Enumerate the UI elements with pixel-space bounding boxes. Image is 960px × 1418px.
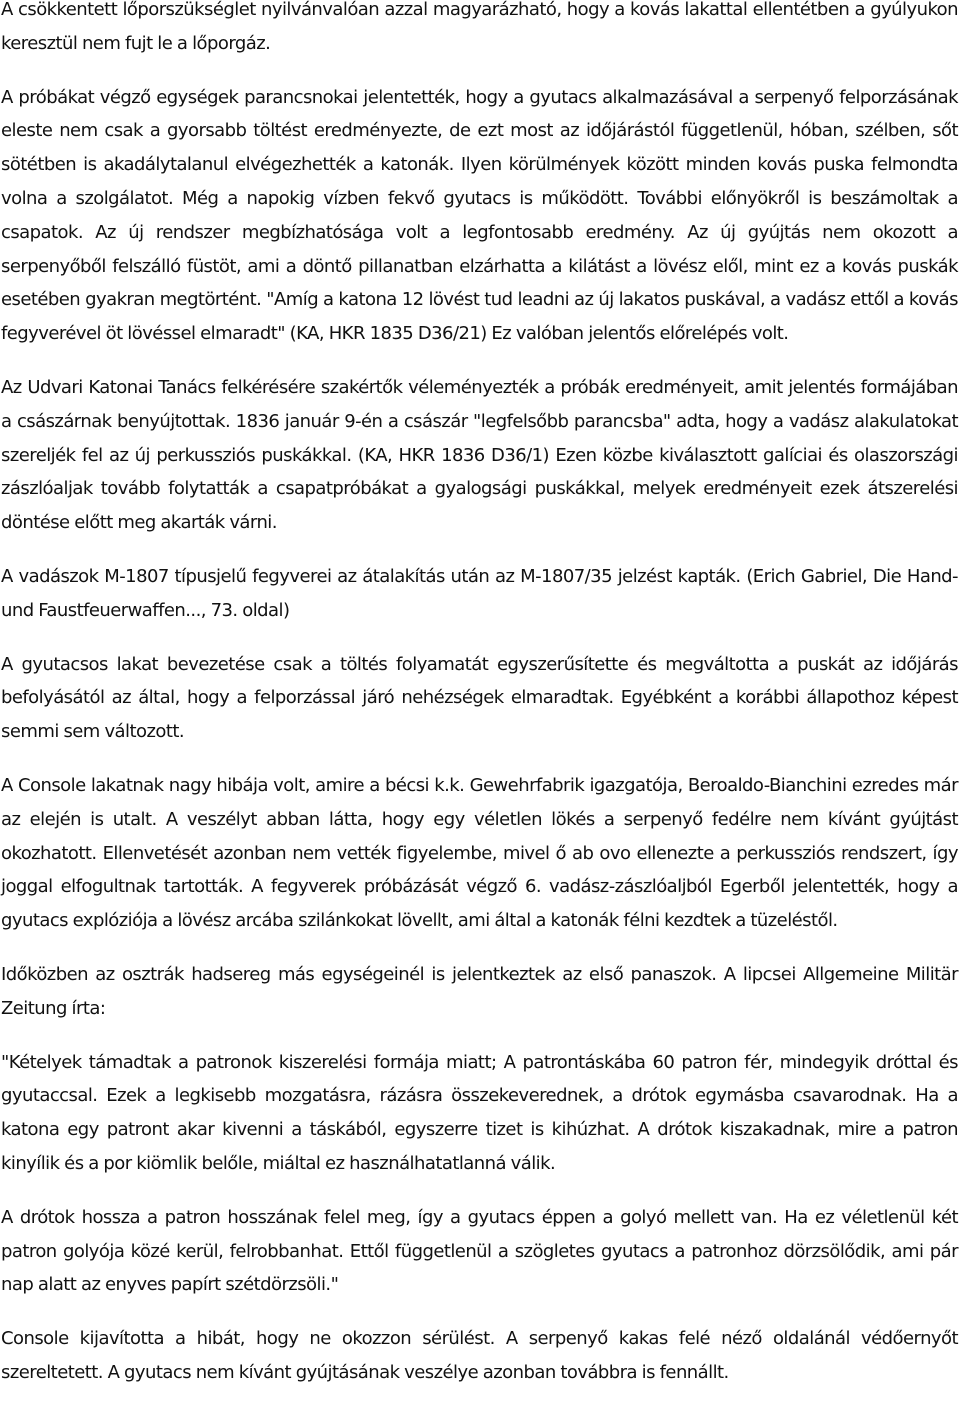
paragraph-3: Az Udvari Katonai Tanács felkérésére szakértők véleményezték a próbák eredményeit, amit jelentés formájában a császárnak benyújtottak. 1836 január 9-én a császár "legfelsőbb parancsba" adta, hogy a vadász alakulatokat szereljék fel az új perkussziós puskákkal. (KA, HKR 1836 D36/1) Ezen közbe kiválasztott galíciai és olaszországi zászlóaljak tovább folytatták a csapatpróbákat a gyalogsági puskákkal, melyek eredményeit ezek átszerelési döntése előtt meg akarták várni.	[1, 376, 958, 534]
paragraph-2: A próbákat végző egységek parancsnokai jelentették, hogy a gyutacs alkalmazásával a serpenyő felporzásának eleste nem csak a gyorsabb töltést eredményezte, de ezt most az időjárástól függetlenül, hóban, szélben, sőt sötétben is akadálytalanul elvégezhették a katonák. Ilyen körülmények között minden kovás puska felmondta volna a szolgálatot. Még a napokig vízben fekvő gyutacs is működött. További előnyökről is beszámoltak a csapatok. Az új rendszer megbízhatósága volt a legfontosabb eredmény. Az új gyújtás nem okozott a serpenyőből felszálló füstöt, ami a döntő pillanatban elzárhatta a kilátást a lövész elől, mint ez a kovás puskák esetében gyakran megtörtént. "Amíg a katona 12 lövést tud leadni az új lakatos puskával, a vadász ettől a kovás fegyverével öt lövéssel elmaradt" (KA, HKR 1835 D36/21) Ez valóban jelentős előrelépés volt.	[1, 86, 958, 345]
paragraph-1: A csökkentett lőporszükséglet nyilvánvalóan azzal magyarázható, hogy a kovás lakattal ellentétben a gyúlyukon keresztül nem fujt le a lőporgáz.	[1, 0, 958, 54]
paragraph-4: A vadászok M-1807 típusjelű fegyverei az átalakítás után az M-1807/35 jelzést kapták. (Erich Gabriel, Die Hand- und Faustfeuerwaffen..., 73. oldal)	[1, 565, 958, 621]
paragraph-9: A drótok hossza a patron hosszának felel meg, így a gyutacs éppen a golyó mellett van. Ha ez véletlenül két patron golyója közé kerül, felrobbanhat. Ettől függetlenül a szögletes gyutacs a patronhoz dörzsölődik, ami pár nap alatt az enyves papírt szétdörzsöli."	[1, 1206, 958, 1296]
paragraph-7: Időközben az osztrák hadsereg más egységeinél is jelentkeztek az első panaszok. A lipcsei Allgemeine Militär Zeitung írta:	[1, 963, 958, 1019]
paragraph-8: "Kételyek támadtak a patronok kiszerelési formája miatt; A patrontáskába 60 patron fér, mindegyik dróttal és gyutaccsal. Ezek a legkisebb mozgatásra, rázásra összekeverednek, a drótok egymásba csavarodnak. Ha a katona egy patront akar kivenni a táskából, egyszerre tizet is kihúzhat. A drótok kiszakadnak, mire a patron kinyílik és a por kiömlik belőle, miáltal ez használhatatlanná válik.	[1, 1051, 958, 1174]
paragraph-6: A Console lakatnak nagy hibája volt, amire a bécsi k.k. Gewehrfabrik igazgatója, Beroaldo-Bianchini ezredes már az elején is utalt. A veszélyt abban látta, hogy egy véletlen lökés a serpenyő fedélre nem kívánt gyújtást okozhatott. Ellenvetését azonban nem vették figyelembe, mivel ő ab ovo ellenezte a perkussziós rendszert, így joggal elfogultnak tartották. A fegyverek próbázását végző 6. vadász-zászlóaljból Egerből jelentették, hogy a gyutacs explóziója a lövész arcába szilánkokat lövellt, ami által a katonák félni kezdtek a tüzeléstől.	[1, 774, 958, 932]
paragraph-10: Console kijavította a hibát, hogy ne okozzon sérülést. A serpenyő kakas felé néző oldalánál védőernyőt szereltetett. A gyutacs nem kívánt gyújtásának veszélye azonban továbbra is fennállt.	[1, 1328, 958, 1383]
paragraph-5: A gyutacsos lakat bevezetése csak a töltés folyamatát egyszerűsítette és megváltotta a puskát az időjárás befolyásától az által, hogy a felporzással járó nehézségek elmaradtak. Egyébként a korábbi állapothoz képest semmi sem változott.	[1, 653, 958, 743]
